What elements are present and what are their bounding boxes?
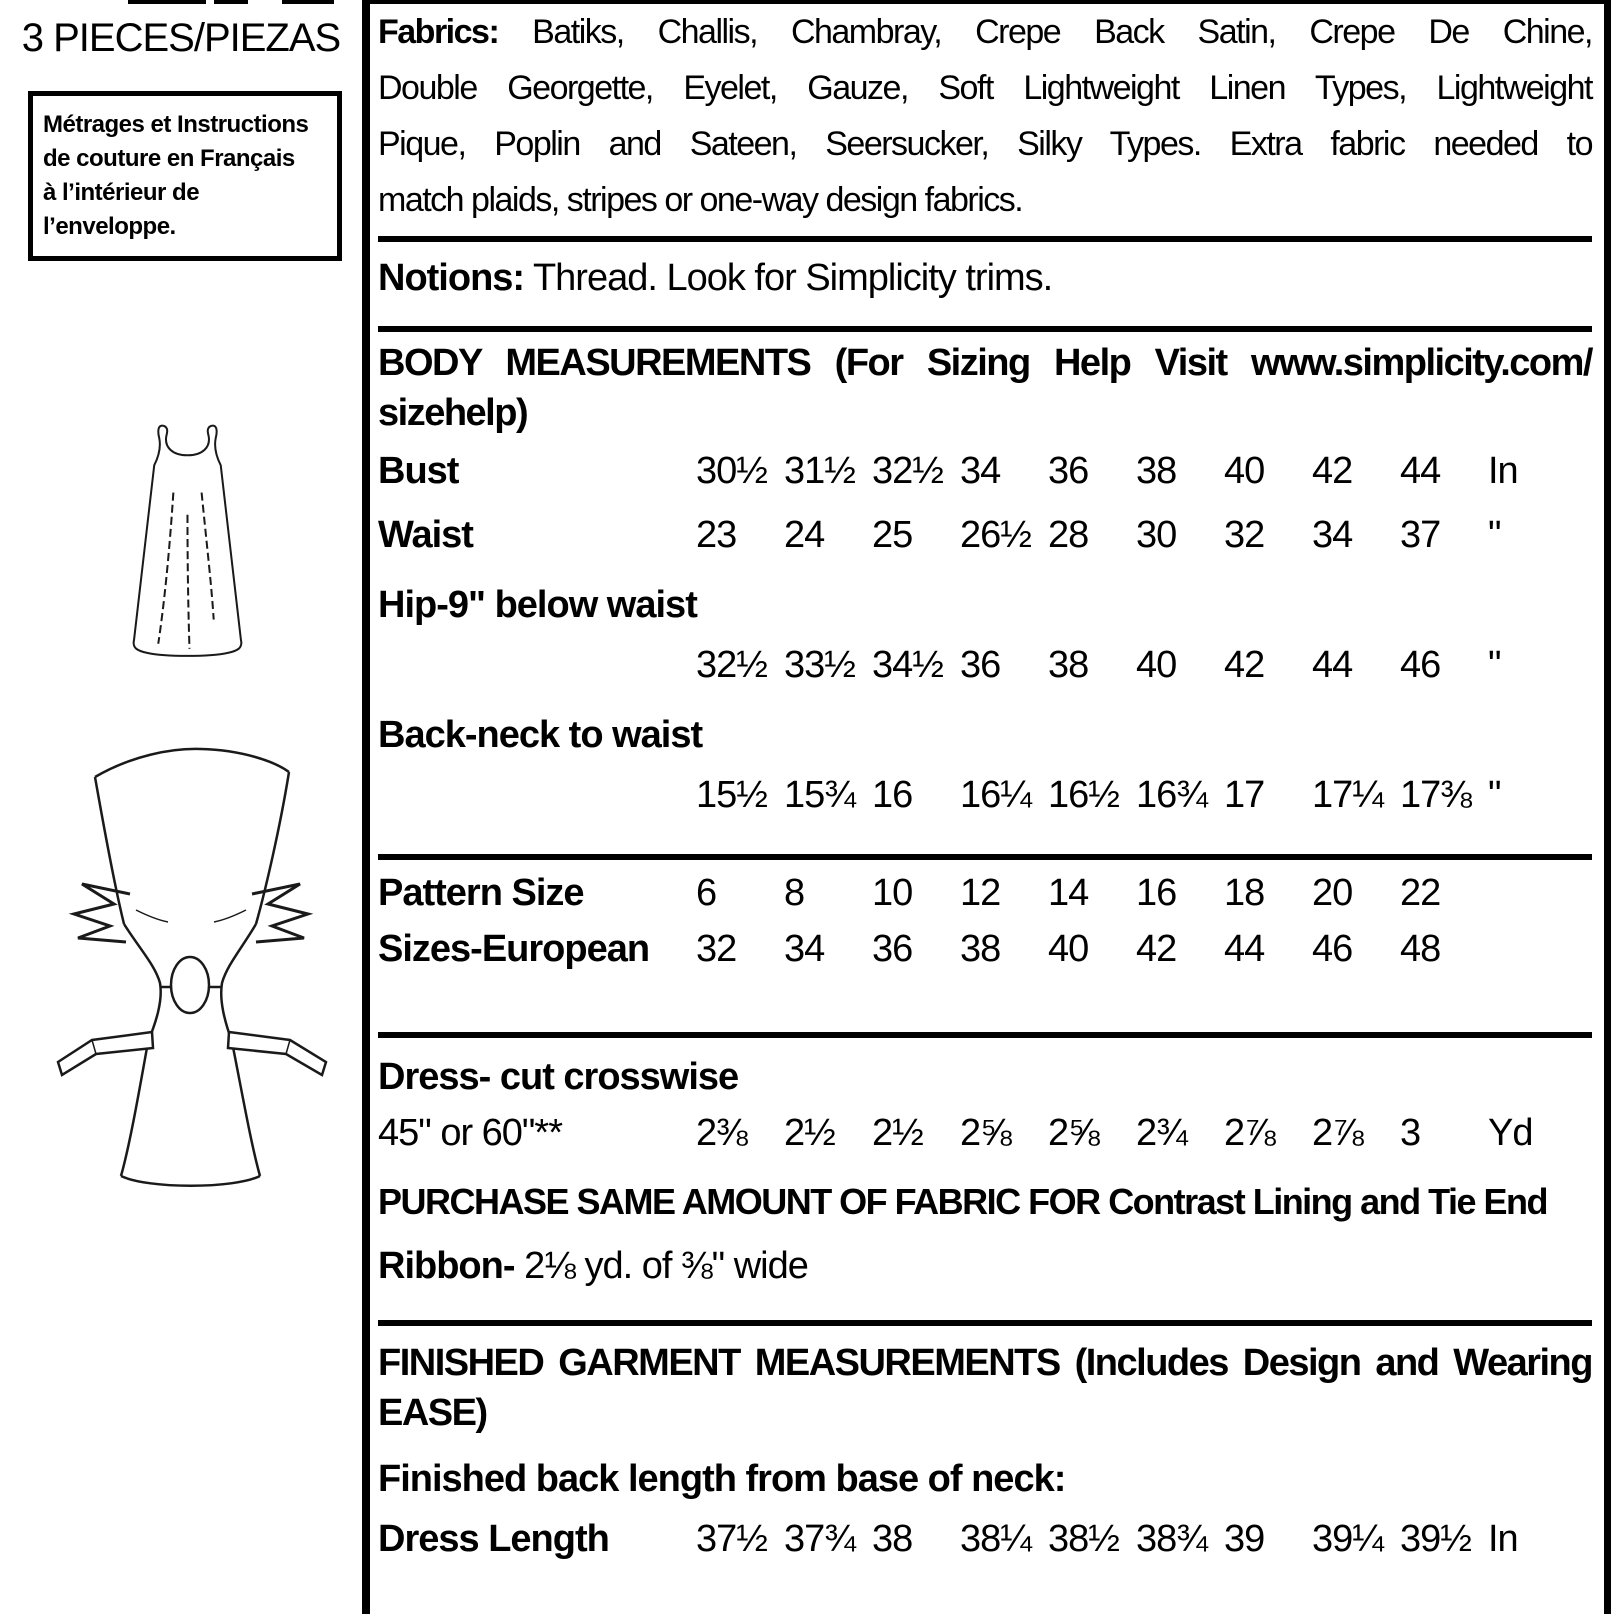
row-label: 45" or 60"**	[378, 1112, 562, 1154]
left-panel	[0, 0, 362, 1614]
value-cell: 32½	[872, 450, 943, 492]
value-cell: 16	[872, 774, 913, 816]
value-cell: 15½	[696, 774, 767, 816]
row-label: Dress Length	[378, 1518, 609, 1560]
value-cell: 44	[1224, 928, 1265, 970]
value-cell: 3	[1400, 1112, 1421, 1154]
dress-length-row	[378, 1518, 1592, 1568]
value-cell: 42	[1224, 644, 1265, 686]
ribbon-note	[378, 1242, 1592, 1290]
fabrics-line: Double Georgette, Eyelet, Gauze, Soft Lightweight Linen Types, Lightweight	[378, 69, 1592, 107]
heading-line: sizehelp)	[378, 392, 528, 434]
value-cell: 10	[872, 872, 913, 914]
purchase-note-caps: PURCHASE SAME AMOUNT OF FABRIC FOR	[378, 1181, 1100, 1222]
value-cell: 38	[872, 1518, 913, 1560]
heading-line: BODY MEASUREMENTS (For Sizing Help Visit www.simplicity.com/	[378, 342, 1592, 384]
value-cell: 18	[1224, 872, 1265, 914]
value-cell: 48	[1400, 928, 1441, 970]
left-lower-tie	[58, 1032, 153, 1075]
unit-label: In	[1488, 1518, 1518, 1560]
back-neck-row-label: Back-neck to waist	[378, 714, 703, 756]
ribbon-label: Ribbon-	[378, 1245, 515, 1287]
value-cell: 34	[1312, 514, 1353, 556]
value-cell: 40	[1136, 644, 1177, 686]
value-cell: 16¾	[1136, 774, 1207, 816]
unit-label: In	[1488, 450, 1518, 492]
pattern-size-row	[378, 872, 1592, 920]
value-cell: 2⅝	[960, 1112, 1011, 1154]
value-cell: 17	[1224, 774, 1265, 816]
value-cell: 26½	[960, 514, 1031, 556]
value-cell: 38¼	[960, 1518, 1031, 1560]
value-cell: 32	[696, 928, 737, 970]
value-cell: 38	[1136, 450, 1177, 492]
value-cell: 20	[1312, 872, 1353, 914]
value-cell: 2½	[784, 1112, 835, 1154]
row-label: Bust	[378, 450, 459, 492]
value-cell: 40	[1048, 928, 1089, 970]
value-cell: 37¾	[784, 1518, 855, 1560]
body-measurements-heading	[378, 338, 1592, 438]
value-cell: 12	[960, 872, 1001, 914]
value-cell: 39½	[1400, 1518, 1471, 1560]
value-cell: 17⅜	[1400, 774, 1471, 816]
value-cell: 38½	[1048, 1518, 1119, 1560]
column-divider	[362, 0, 370, 1614]
value-cell: 30	[1136, 514, 1177, 556]
value-cell: 34	[784, 928, 825, 970]
right-border	[1604, 0, 1611, 1614]
fabrics-line	[378, 4, 1592, 60]
french-note-line: Métrages et Instructions	[43, 111, 309, 138]
value-cell: 34½	[872, 644, 943, 686]
french-note-line: de couture en Français	[43, 145, 295, 172]
right-lower-tie	[228, 1032, 326, 1075]
value-cell: 2⅝	[1048, 1112, 1099, 1154]
fabrics-line: match plaids, stripes or one-way design fabrics.	[378, 181, 1023, 219]
value-cell: 17¼	[1312, 774, 1383, 816]
section-divider	[378, 1320, 1592, 1326]
value-cell: 2⅞	[1312, 1112, 1363, 1154]
fabric-width-row	[378, 1112, 1592, 1162]
back-neck-values-row	[378, 774, 1592, 824]
pieces-count-label: 3 PIECES/PIEZAS	[21, 16, 341, 60]
value-cell: 32	[1224, 514, 1265, 556]
ribbon-text: 2⅛ yd. of ⅜" wide	[524, 1245, 808, 1287]
notions-text: Thread. Look for Simplicity trims.	[532, 257, 1053, 299]
finished-measurements-heading	[378, 1338, 1592, 1438]
value-cell: 36	[872, 928, 913, 970]
waist-row	[378, 514, 1592, 564]
value-cell: 44	[1400, 450, 1441, 492]
purchase-note-rest: Contrast Lining and Tie End	[1108, 1181, 1548, 1222]
unit-label: "	[1488, 514, 1501, 556]
value-cell: 6	[696, 872, 717, 914]
value-cell: 28	[1048, 514, 1089, 556]
value-cell: 31½	[784, 450, 855, 492]
section-divider	[378, 236, 1592, 242]
fabrics-text: Batiks, Challis, Chambray, Crepe Back Satin, Crepe De Chine,	[532, 13, 1592, 51]
dress-back-illustration	[46, 732, 361, 1202]
finished-back-length-subheading: Finished back length from base of neck:	[378, 1458, 1066, 1500]
dress-front-illustration	[116, 420, 264, 672]
section-divider	[378, 326, 1592, 332]
notions-label: Notions:	[378, 257, 525, 299]
notions-section	[378, 254, 1592, 302]
value-cell: 37	[1400, 514, 1441, 556]
value-cell: 24	[784, 514, 825, 556]
value-cell: 8	[784, 872, 805, 914]
value-cell: 34	[960, 450, 1001, 492]
dress-cut-crosswise-label: Dress- cut crosswise	[378, 1056, 739, 1098]
value-cell: 25	[872, 514, 913, 556]
fabrics-section	[378, 0, 1592, 228]
value-cell: 33½	[784, 644, 855, 686]
value-cell: 38	[960, 928, 1001, 970]
french-note-line: à l’intérieur de	[43, 179, 200, 206]
value-cell: 30½	[696, 450, 767, 492]
unit-label: "	[1488, 774, 1501, 816]
fabrics-line: Pique, Poplin and Sateen, Seersucker, Silky Types. Extra fabric needed to	[378, 125, 1592, 163]
value-cell: 36	[960, 644, 1001, 686]
info-panel	[378, 0, 1592, 1614]
value-cell: 2⅞	[1224, 1112, 1275, 1154]
value-cell: 44	[1312, 644, 1353, 686]
value-cell: 2⅜	[696, 1112, 747, 1154]
value-cell: 14	[1048, 872, 1089, 914]
heading-line: EASE)	[378, 1392, 487, 1434]
value-cell: 40	[1224, 450, 1265, 492]
unit-label: Yd	[1488, 1112, 1533, 1154]
french-note-line: l’enveloppe.	[43, 213, 176, 240]
value-cell: 16½	[1048, 774, 1119, 816]
right-upper-tie	[252, 884, 308, 942]
value-cell: 16¼	[960, 774, 1031, 816]
french-note-box	[28, 91, 342, 261]
row-label: Pattern Size	[378, 872, 584, 914]
heading-line: FINISHED GARMENT MEASUREMENTS (Includes Design and Wearing	[378, 1342, 1592, 1384]
value-cell: 2½	[872, 1112, 923, 1154]
value-cell: 36	[1048, 450, 1089, 492]
value-cell: 22	[1400, 872, 1441, 914]
hip-row-label: Hip-9" below waist	[378, 584, 697, 626]
value-cell: 46	[1400, 644, 1441, 686]
hip-values-row	[378, 644, 1592, 694]
section-divider	[378, 854, 1592, 860]
section-divider	[378, 1032, 1592, 1038]
fabrics-label: Fabrics:	[378, 13, 499, 51]
value-cell: 15¾	[784, 774, 855, 816]
value-cell: 2¾	[1136, 1112, 1187, 1154]
value-cell: 38	[1048, 644, 1089, 686]
unit-label: "	[1488, 644, 1501, 686]
bust-row	[378, 450, 1592, 500]
value-cell: 32½	[696, 644, 767, 686]
european-size-row	[378, 928, 1592, 976]
value-cell: 37½	[696, 1518, 767, 1560]
value-cell: 42	[1136, 928, 1177, 970]
value-cell: 38¾	[1136, 1518, 1207, 1560]
row-label: Waist	[378, 514, 473, 556]
value-cell: 46	[1312, 928, 1353, 970]
row-label: Sizes-European	[378, 928, 650, 970]
value-cell: 23	[696, 514, 737, 556]
value-cell: 16	[1136, 872, 1177, 914]
value-cell: 39¼	[1312, 1518, 1383, 1560]
value-cell: 42	[1312, 450, 1353, 492]
value-cell: 39	[1224, 1518, 1265, 1560]
purchase-note	[378, 1178, 1592, 1226]
